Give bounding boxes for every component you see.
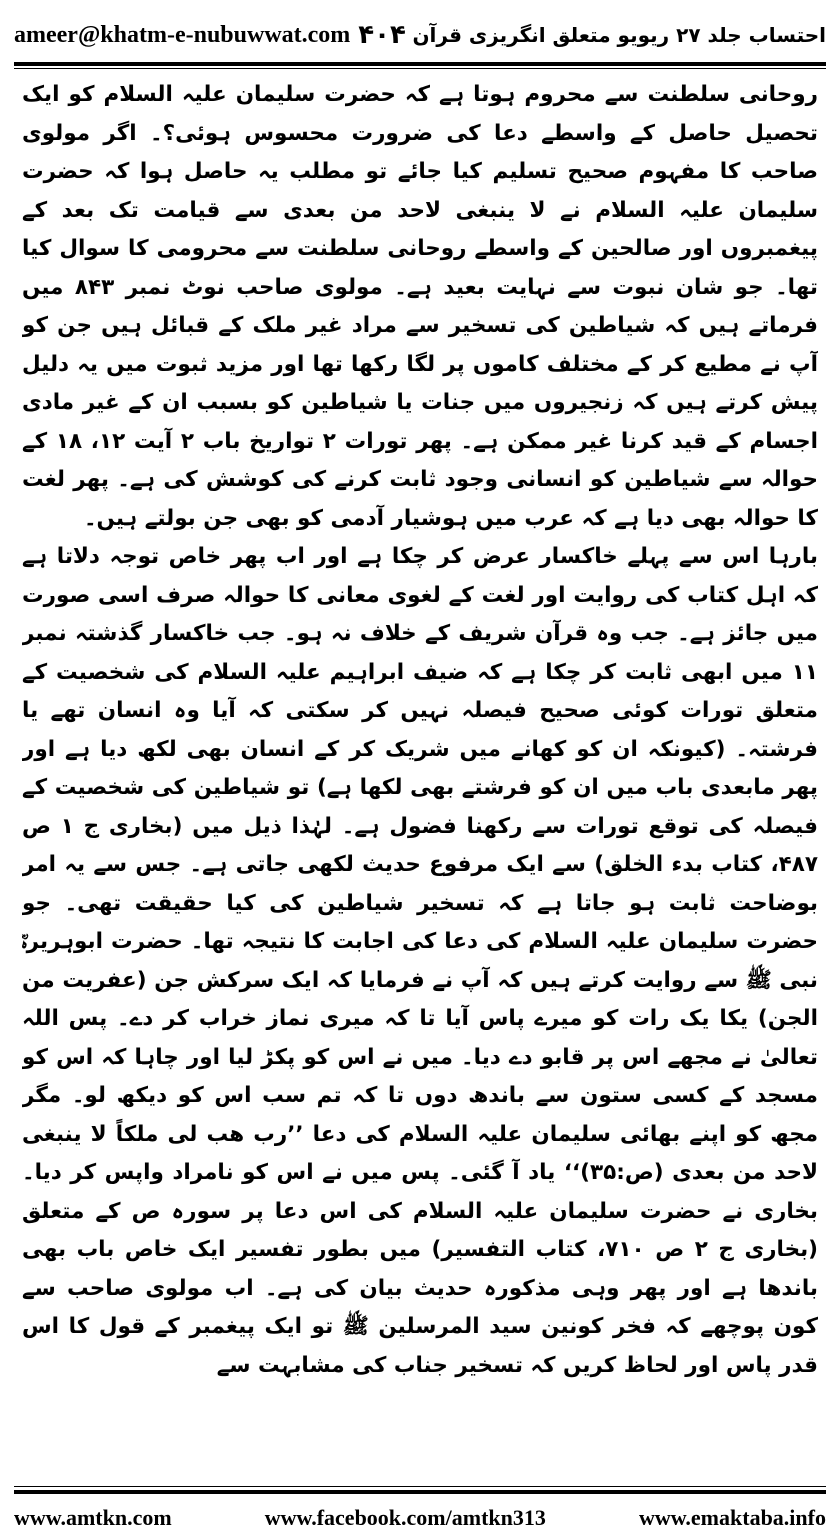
header-title: احتساب جلد ۲۷ ریویو متعلق انگریزی قرآن	[412, 23, 826, 47]
header-rule-thin	[14, 68, 826, 69]
footer-rule-thin	[14, 1486, 826, 1487]
header-left	[14, 20, 406, 50]
page-footer	[14, 1500, 826, 1536]
page-body	[22, 76, 818, 1472]
footer-link-amtkn[interactable]: www.amtkn.com	[14, 1505, 172, 1530]
page-number: ۴۰۴	[358, 20, 406, 50]
header-rule-thick	[14, 62, 826, 66]
footer-link-emaktaba[interactable]: www.emaktaba.info	[638, 1505, 826, 1530]
footer-link-facebook[interactable]: www.facebook.com/amtkn313	[264, 1505, 546, 1530]
page-header	[14, 10, 826, 60]
header-email[interactable]: ameer@khatm-e-nubuwwat.com	[14, 21, 351, 48]
paragraph-1: روحانی سلطنت سے محروم ہوتا ہے کہ حضرت سلیمان علیہ السلام کو ایک تحصیل حاصل کے واسطے دعا کی ضرورت محسوس ہوئی؟۔ اگر مولوی صاحب کا مفہوم صحیح تسلیم کیا جائے تو مطلب یہ حاصل ہوا کہ حضرت سلیمان علیہ السلام نے لا ینبغی لاحد من بعدی سے قیامت تک بعد کے پیغمبروں اور صالحین کے واسطے روحانی سلطنت سے محرومی کا سوال کیا تھا۔ جو شان نبوت سے نہایت بعید ہے۔ مولوی صاحب نوٹ نمبر ۸۴۳ میں فرماتے ہیں کہ شیاطین کی تسخیر سے مراد غیر ملک کے قبائل ہیں جن کو آپ نے مطیع کر کے مختلف کاموں پر لگا رکھا تھا اور مزید ثبوت میں یہ دلیل پیش کرتے ہیں کہ زنجیروں میں جنات یا شیاطین کو بسبب ان کے غیر مادی اجسام کے قید کرنا غیر ممکن ہے۔ پھر تورات ۲ تواریخ باب ۲ آیت ۱۲، ۱۸ کے حوالہ سے شیاطین کو انسانی وجود ثابت کرنے کی کوشش کی ہے۔ پھر لغت کا حوالہ بھی دیا ہے کہ عرب میں ہوشیار آدمی کو بھی جن بولتے ہیں۔	[22, 82, 818, 531]
paragraph-2: بارہا اس سے پہلے خاکسار عرض کر چکا ہے اور اب پھر خاص توجہ دلاتا ہے کہ اہل کتاب کی روایت اور لغت کے لغوی معانی کا حوالہ صرف اسی صورت میں جائز ہے۔ جب وہ قرآن شریف کے خلاف نہ ہو۔ جب خاکسار گذشتہ نمبر ۱۱ میں ابھی ثابت کر چکا ہے کہ ضیف ابراہیم علیہ السلام کی شخصیت کے متعلق تورات کوئی صحیح فیصلہ نہیں کر سکتی کہ آیا وہ انسان تھے یا فرشتہ۔ (کیونکہ ان کو کھانے میں شریک کر کے انسان بھی لکھ دیا ہے اور پھر مابعدی باب میں ان کو فرشتے بھی لکھا ہے) تو شیاطین کی شخصیت کے فیصلہ کی توقع تورات سے رکھنا فضول ہے۔ لہٰذا ذیل میں (بخاری ج ۱ ص ۴۸۷، کتاب بدء الخلق) سے ایک مرفوع حدیث لکھی جاتی ہے۔ جس سے یہ امر بوضاحت ثابت ہو جاتا ہے کہ تسخیر شیاطین کی کیا حقیقت تھی۔ جو حضرت سلیمان علیہ السلام کی دعا کی اجابت کا نتیجہ تھا۔ حضرت ابوہریرہؓ نبی ﷺ سے روایت کرتے ہیں کہ آپ نے فرمایا کہ ایک سرکش جن (عفریت من الجن) یکا یک رات کو میرے پاس آیا تا کہ میری نماز خراب کر دے۔ پس اللہ تعالیٰ نے مجھے اس پر قابو دے دیا۔ میں نے اس کو پکڑ لیا اور چاہا کہ اس کو مسجد کے کسی ستون سے باندھ دوں تا کہ تم سب اس کو دیکھ لو۔ مگر مجھ کو اپنے بھائی سلیمان علیہ السلام کی دعا ’’رب ھب لی ملکاً لا ینبغی لاحد من بعدی (ص:۳۵)‘‘ یاد آ گئی۔ پس میں نے اس کو نامراد واپس کر دیا۔ بخاری نے حضرت سلیمان علیہ السلام کی اس دعا پر سورہ ص کے متعلق (بخاری ج ۲ ص ۷۱۰، کتاب التفسیر) میں بطور تفسیر ایک خاص باب بھی باندھا ہے اور پھر وہی مذکورہ حدیث بیان کی ہے۔ اب مولوی صاحب سے کون پوچھے کہ فخر کونین سید المرسلین ﷺ تو ایک پیغمبر کے قول کا اس قدر پاس اور لحاظ کریں کہ تسخیر جناب کی مشابہت سے	[22, 544, 818, 1378]
footer-rule-thick	[14, 1490, 826, 1494]
